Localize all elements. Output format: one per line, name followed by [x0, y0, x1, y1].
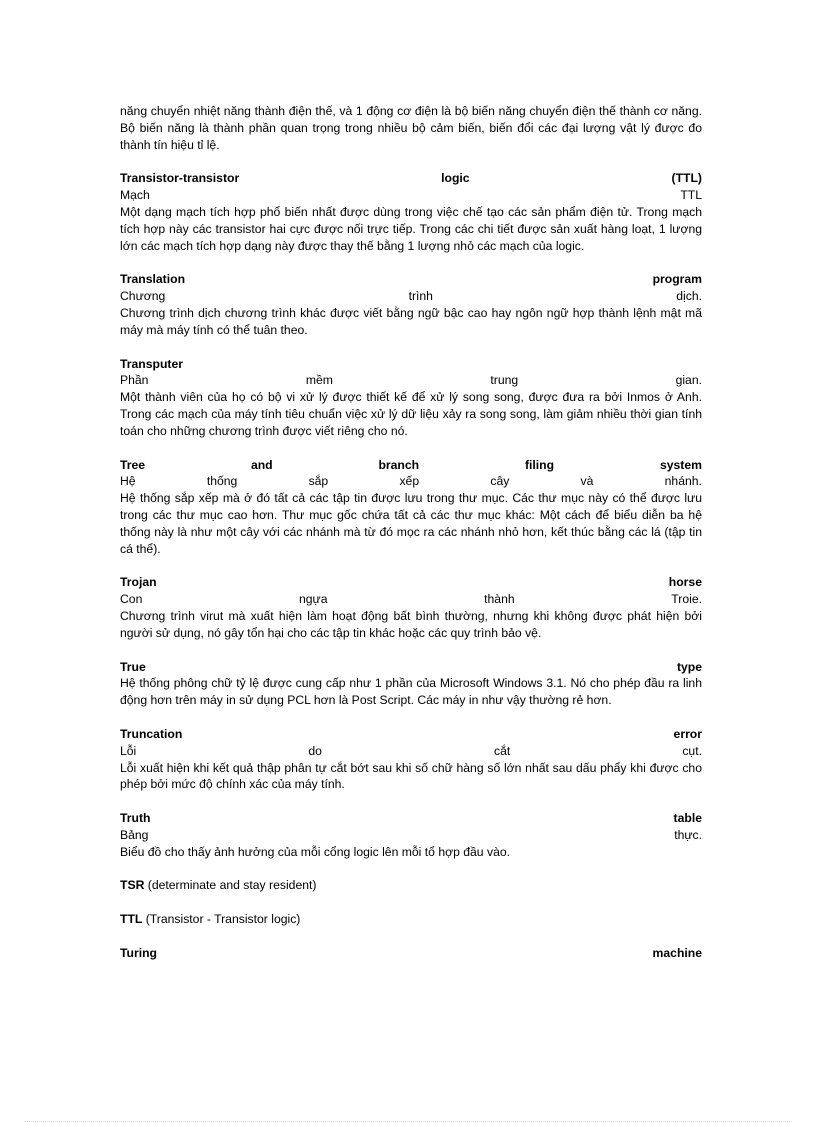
glossary-definition: Lỗi xuất hiện khi kết quả thập phân tự cắt bớt sau khi số chữ hàng số lớn nhất sau dấu phẩy khi được cho phép bởi mức độ chính xác của máy tính. — [120, 760, 702, 792]
glossary-translation-word: cụt. — [682, 743, 702, 758]
glossary-term-heading-word: Translation — [120, 272, 186, 287]
glossary-term-heading-word: program — [652, 272, 702, 287]
glossary-term-heading-word: error — [673, 726, 702, 741]
glossary-entry — [120, 271, 702, 338]
glossary-translation-word: Bảng — [120, 827, 149, 842]
glossary-term-heading-word: Truncation — [120, 726, 183, 741]
glossary-translation-word: Chương — [120, 289, 166, 304]
glossary-term-heading-word: Transputer — [120, 356, 183, 371]
glossary-translation-word: cây — [490, 474, 510, 489]
glossary-translation — [120, 473, 702, 490]
glossary-translation-word: Phần — [120, 373, 149, 388]
abbreviation-term: TSR — [120, 878, 145, 893]
glossary-term-heading — [120, 356, 702, 373]
glossary-term-heading — [120, 574, 702, 591]
abbreviation-entry — [120, 911, 702, 928]
glossary-term-heading — [120, 945, 702, 962]
short-entries — [120, 877, 702, 928]
abbreviation-entry — [120, 877, 702, 894]
glossary-translation-word: trình — [408, 289, 433, 304]
glossary-translation-word: nhánh. — [664, 474, 702, 489]
glossary-translation-word: sắp — [308, 474, 329, 489]
glossary-entry — [120, 356, 702, 440]
glossary-term-heading-word: machine — [652, 946, 702, 961]
glossary-term-heading-word: type — [676, 659, 702, 674]
glossary-term-heading-word: Turing — [120, 946, 158, 961]
glossary-entry — [120, 574, 702, 641]
glossary-translation-word: Mạch — [120, 188, 150, 203]
glossary-definition: Biểu đồ cho thấy ảnh hưởng của mỗi cổng logic lên mỗi tổ hợp đầu vào. — [120, 844, 511, 859]
glossary-term-heading — [120, 457, 702, 474]
glossary-translation-word: gian. — [675, 373, 702, 388]
glossary-definition: Chương trình virut mà xuất hiện làm hoạt động bất bình thường, nhưng khi không được phát hiện bởi người sử dụng, nó gây tổn hại cho các tập tin khác hoặc các quy trình bảo vệ. — [120, 608, 702, 640]
glossary-translation-word: thực. — [674, 827, 702, 842]
glossary-translation-word: TTL — [680, 188, 702, 203]
glossary-term-heading-word: (TTL) — [671, 171, 702, 186]
glossary-translation-word: xếp — [399, 474, 420, 489]
glossary-term-heading-word: Trojan — [120, 575, 157, 590]
glossary-translation-word: Troie. — [671, 592, 702, 607]
glossary-term-heading-word: Tree — [120, 457, 146, 472]
glossary-translation-word: cắt — [493, 743, 511, 758]
glossary-translation-word: thống — [206, 474, 238, 489]
glossary-translation-word: trung — [490, 373, 519, 388]
glossary-translation-word: Hệ — [120, 474, 136, 489]
glossary-translation-word: Con — [120, 592, 143, 607]
glossary-translation — [120, 743, 702, 760]
glossary-entry — [120, 170, 702, 254]
page-bottom-rule — [24, 1121, 792, 1122]
glossary-entry — [120, 810, 702, 860]
glossary-translation — [120, 187, 702, 204]
abbreviation-expansion: (Transistor - Transistor logic) — [142, 912, 301, 927]
glossary-entry — [120, 659, 702, 709]
glossary-term-heading-word: and — [250, 457, 273, 472]
glossary-translation-word: mềm — [305, 373, 333, 388]
glossary-term-heading — [120, 170, 702, 187]
glossary-translation — [120, 591, 702, 608]
glossary-translation-word: dịch. — [676, 289, 702, 304]
glossary-term-heading — [120, 810, 702, 827]
glossary-translation-word: do — [308, 743, 322, 758]
glossary-definition: Hệ thống phông chữ tỷ lệ được cung cấp như 1 phần của Microsoft Windows 3.1. Nó cho phép đầu ra linh động hơn trên máy in sử dụng PCL hơn là Post Script. Các máy in như vậy thường rẻ hơn. — [120, 676, 702, 708]
glossary-term-heading-word: Transistor-transistor — [120, 171, 240, 186]
glossary-definition: Chương trình dịch chương trình khác được viết bằng ngữ bậc cao hay ngôn ngữ hợp thành lệnh mật mã máy mà máy tính có thể tuân theo. — [120, 305, 702, 337]
intro-paragraph: năng chuyển nhiệt năng thành điện thế, và 1 động cơ điện là bộ biến năng chuyển điện thế thành cơ năng. Bộ biến năng là thành phần quan trọng trong nhiều bộ cảm biến, biến đổi các đại lượng vật lý được đo thành tín hiệu tỉ lệ. — [120, 104, 702, 152]
glossary-translation-word: ngựa — [299, 592, 328, 607]
document-page — [120, 103, 702, 962]
glossary-translation-word: thành — [484, 592, 515, 607]
glossary-translation — [120, 827, 702, 844]
glossary-translation-word: Lỗi — [120, 743, 137, 758]
abbreviation-expansion: (determinate and stay resident) — [144, 878, 317, 893]
glossary-translation — [120, 288, 702, 305]
glossary-translation — [120, 372, 702, 389]
glossary-term-heading-word: horse — [668, 575, 702, 590]
glossary-term-heading-word: branch — [378, 457, 420, 472]
glossary-term-heading — [120, 726, 702, 743]
glossary-term-heading-word: table — [673, 811, 702, 826]
glossary-term-heading — [120, 271, 702, 288]
glossary-entry — [120, 457, 702, 558]
glossary-term-heading-word: True — [120, 659, 146, 674]
glossary-term-heading-word: filing — [524, 457, 555, 472]
glossary-entries — [120, 170, 702, 860]
glossary-term-heading — [120, 659, 702, 676]
glossary-term-heading-word: Truth — [120, 811, 151, 826]
glossary-term-heading-word: logic — [441, 171, 470, 186]
glossary-term-heading-word: system — [659, 457, 702, 472]
glossary-definition: Hệ thống sắp xếp mà ở đó tất cả các tập tin được lưu trong thư mục. Các thư mục này có thể được lưu trong các thư mục cao hơn. Thư mục gốc chứa tất cả các thư mục khác: Một cách để biểu diễn ba hệ thống này là như một cây với các nhánh mà từ đó mọc ra các nhánh nhỏ hơn, kết thúc bằng các lá (tập tin cá thể). — [120, 491, 702, 556]
glossary-entry — [120, 726, 702, 793]
glossary-translation-word: và — [580, 474, 594, 489]
glossary-definition: Một thành viên của họ có bộ vi xử lý được thiết kế để xử lý song song, được đưa ra bởi Inmos ở Anh. Trong các mạch của máy tính tiêu chuẩn việc xử lý dữ liệu xảy ra song song, làm giảm nhiều thời gian tính toán cho những chương trình được viết riêng cho nó. — [120, 390, 702, 438]
abbreviation-term: TTL — [120, 912, 143, 927]
glossary-definition: Một dạng mạch tích hợp phổ biến nhất được dùng trong việc chế tạo các sản phẩm điện tử. Trong mạch tích hợp này các transistor hai cực được nối trực tiếp. Trong các chi tiết được sản xuất hàng loạt, 1 lượng lớn các mạch tích hợp dạng này được thay thế bằng 1 lượng nhỏ các mạch của logic. — [120, 204, 702, 253]
